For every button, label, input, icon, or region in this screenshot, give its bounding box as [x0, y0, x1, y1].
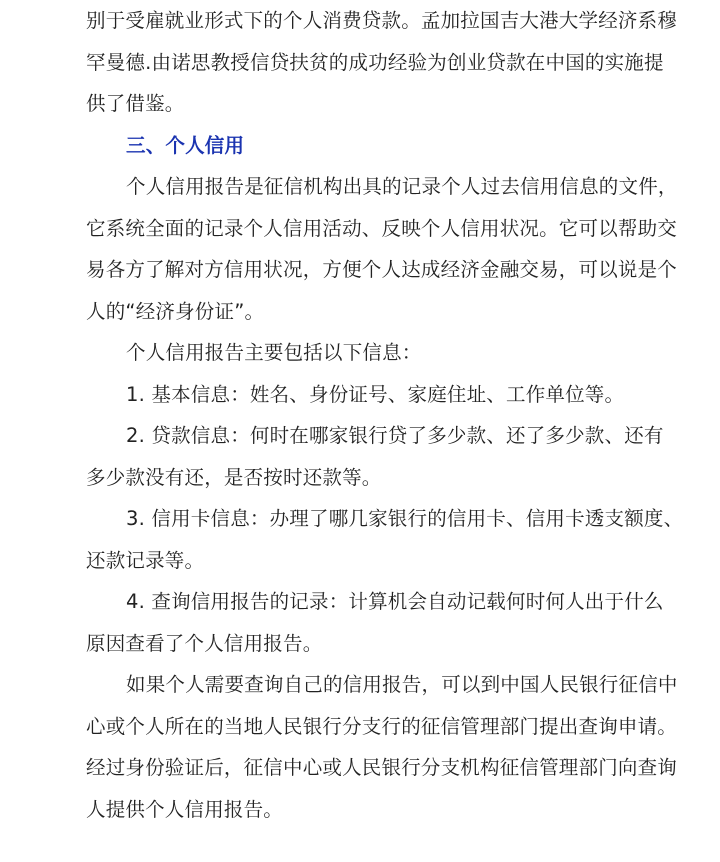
article-body: [86, 0, 684, 830]
text-line: 罕曼德.由诺思教授信贷扶贫的成功经验为创业贷款在中国的实施提: [86, 50, 664, 74]
text-line: 易各方了解对方信用状况，方便个人达成经济金融交易，可以说是个: [86, 258, 678, 281]
text-line: 人的“经济身份证”。: [86, 299, 265, 323]
section-heading: 三、个人信用: [126, 133, 245, 157]
text-line: 供了借鉴。: [86, 92, 185, 115]
intro-paragraph: [86, 0, 678, 125]
list-intro: 个人信用报告主要包括以下信息：: [126, 341, 422, 364]
text-line: 1. 基本信息：姓名、身份证号、家庭住址、工作单位等。: [126, 382, 625, 406]
text-line: 个人信用报告是征信机构出具的记录个人过去信用信息的文件，: [126, 175, 678, 198]
text-line: 2. 贷款信息：何时在哪家银行贷了多少款、还了多少款、还有: [126, 424, 664, 447]
list-item: [86, 415, 664, 498]
text-line: 心或个人所在的当地人民银行分支行的征信管理部门提出查询申请。: [86, 714, 678, 738]
text-line: 如果个人需要查询自己的信用报告，可以到中国人民银行征信中: [126, 673, 678, 696]
list-item: [86, 374, 646, 416]
text-line: 经过身份验证后，征信中心或人民银行分支机构征信管理部门向查询: [86, 756, 678, 779]
text-line: 还款记录等。: [86, 548, 205, 572]
text-line: 它系统全面的记录个人信用活动、反映个人信用状况。它可以帮助交: [86, 216, 678, 240]
paragraph-credit-report: [86, 166, 678, 332]
text-line: 人提供个人信用报告。: [86, 797, 284, 821]
closing-paragraph: [86, 664, 678, 830]
list-item: [86, 581, 664, 664]
text-line: 原因查看了个人信用报告。: [86, 631, 323, 655]
text-line: 多少款没有还，是否按时还款等。: [86, 465, 382, 489]
text-line: 4. 查询信用报告的记录：计算机会自动记载何时何人出于什么: [126, 590, 664, 613]
list-item: [86, 498, 684, 581]
text-line: 别于受雇就业形式下的个人消费贷款。孟加拉国吉大港大学经济系穆: [86, 9, 678, 32]
text-line: 3. 信用卡信息：办理了哪几家银行的信用卡、信用卡透支额度、: [126, 507, 684, 530]
